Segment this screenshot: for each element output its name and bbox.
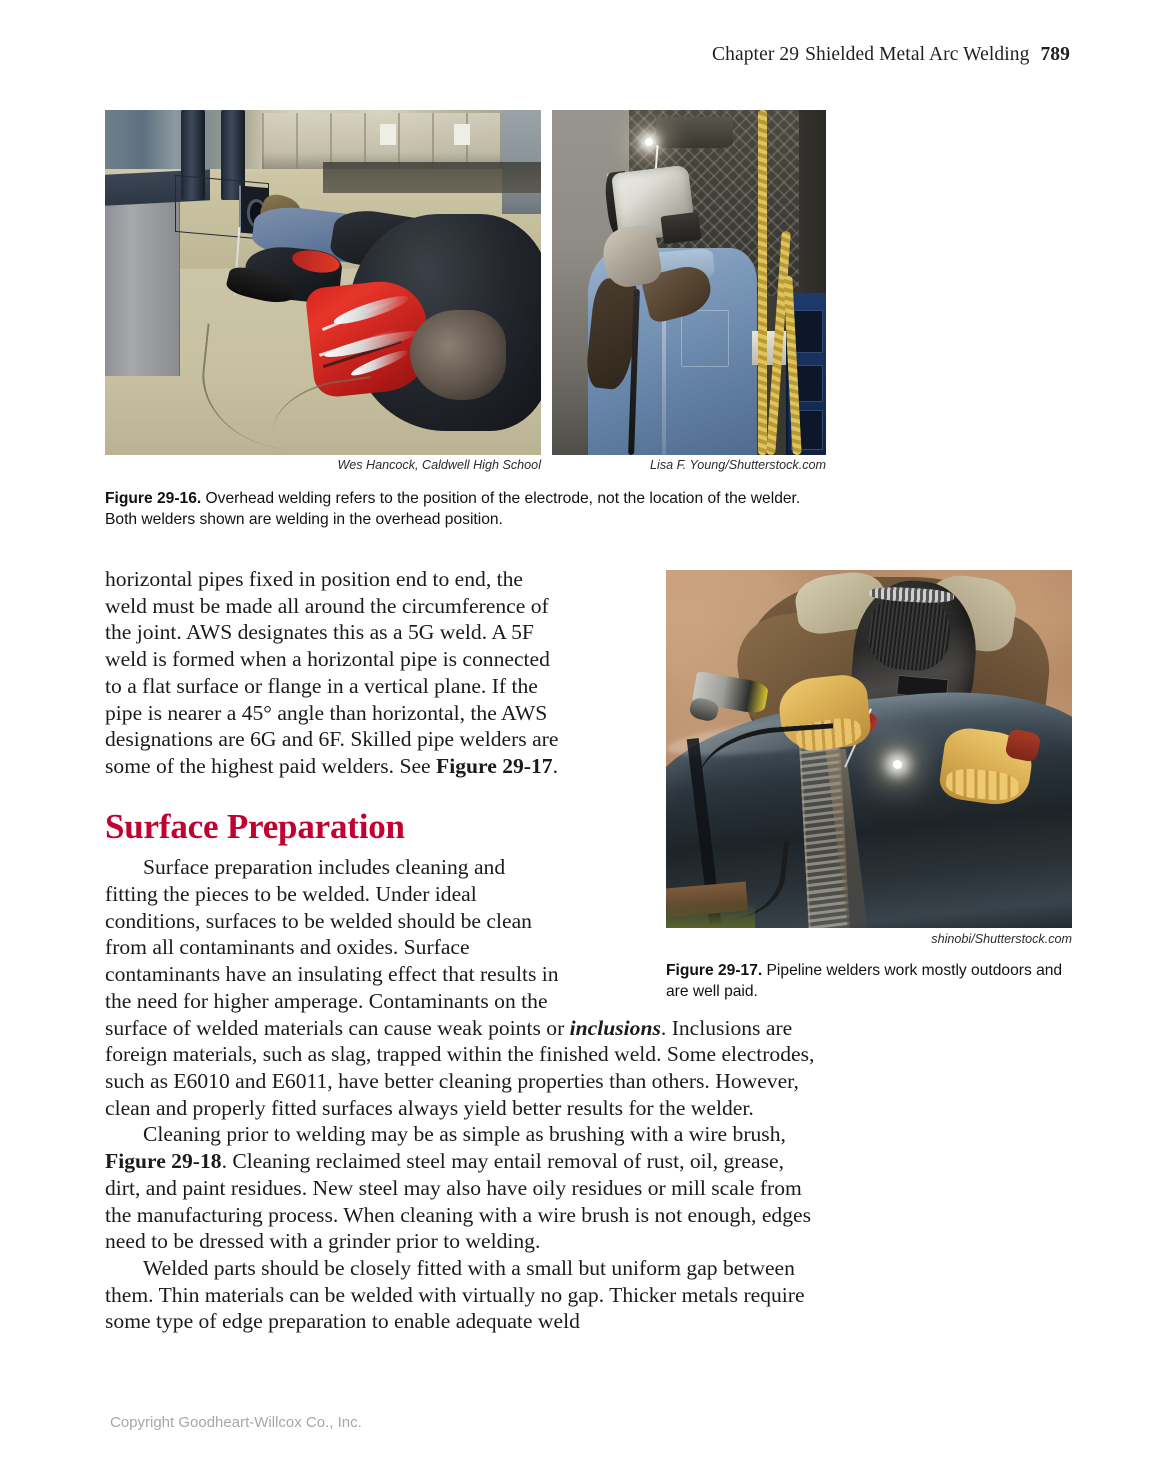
figure-29-17-credit: shinobi/Shutterstock.com <box>931 932 1072 946</box>
figure-29-17-caption-label: Figure 29-17. <box>666 962 763 979</box>
concrete-pillar <box>105 186 180 376</box>
running-head <box>712 44 1070 66</box>
figure-29-16-photo-row <box>105 110 826 455</box>
welder-hair <box>410 310 506 400</box>
paragraph-2-text-before-term: Surface preparation includes cleaning and fitting the pieces to be welded. Under ideal conditions, surfaces to be welded should be clean from all contaminants and oxides. Surface contaminants have an insulating effect that results in the need for higher amperage. Contaminants on the surface of welded materials can cause weak points or <box>105 855 570 1040</box>
dark-floor-shadow <box>323 162 541 193</box>
running-head-title: Shielded Metal Arc Welding <box>805 44 1030 65</box>
cross-reference-figure-29-17: Figure 29-17 <box>436 753 553 778</box>
section-heading-surface-preparation: Surface Preparation <box>105 806 405 846</box>
figure-29-16-credit-row <box>105 458 826 472</box>
cross-reference-figure-29-18: Figure 29-18 <box>105 1149 222 1174</box>
paragraph-3-text-after-ref: . Cleaning reclaimed steel may entail removal of rust, oil, grease, dirt, and paint residues. New steel may also have oily residues or mill scale from the manufacturing process. When cleaning with a wire brush is not enough, edges need to be dressed with a grinder prior to welding. <box>105 1149 812 1254</box>
shirt-pocket <box>681 310 730 367</box>
paragraph-3-text-before-ref: Cleaning prior to welding may be as simple as brushing with a wire brush, <box>143 1122 786 1147</box>
body-text-column <box>105 566 821 1335</box>
figure-29-16-photo-right <box>552 110 826 455</box>
yellow-rope-1 <box>758 110 767 455</box>
figure-29-16-caption-text: Overhead welding refers to the position of the electrode, not the location of the welder. Both welders shown are welding in the overhead position. <box>105 490 801 528</box>
page-number: 789 <box>1040 44 1070 65</box>
photo-credit-right: Lisa F. Young/Shutterstock.com <box>650 458 826 472</box>
copyright-footer: Copyright Goodheart-Willcox Co., Inc. <box>110 1414 362 1431</box>
crate-label-2 <box>454 124 470 145</box>
figure-29-16-caption-label: Figure 29-16. <box>105 490 202 507</box>
figure-29-16 <box>105 110 826 530</box>
paragraph-3 <box>105 1121 821 1255</box>
welding-arc <box>645 138 653 146</box>
paragraph-1-text-after-ref: . <box>552 753 558 778</box>
shield-lens <box>660 211 701 243</box>
photo-credit-left: Wes Hancock, Caldwell High School <box>337 458 541 472</box>
figure-29-16-caption <box>105 489 826 530</box>
key-term-inclusions: inclusions <box>569 1015 661 1040</box>
paragraph-1-text-before-ref: horizontal pipes fixed in position end to end, the weld must be made all around the circumference of the joint. AWS designates this as a 5G weld. A 5F weld is formed when a horizontal pipe is connected to a flat surface or flange in a vertical plane. If the pipe is nearer a 45° angle than horizontal, the AWS designations are 6G and 6F. Skilled pipe welders are some of the highest paid welders. See <box>105 567 559 778</box>
running-head-chapter: Chapter 29 <box>711 44 800 65</box>
paragraph-2-text-after-term: . Inclusions are foreign materials, such as slag, trapped within the finished weld. Some electrodes, such as E6010 and E6011, have better cleaning properties than others. However, clean and properly fitted surfaces always yield better results for the welder. <box>105 1015 815 1120</box>
crate-label-1 <box>380 124 396 145</box>
paragraph-4: Welded parts should be closely fitted with a small but uniform gap between them. Thin materials can be welded with virtually no gap. Thicker metals require some type of edge preparation to enable adequate weld <box>105 1255 805 1334</box>
figure-float-spacer <box>559 566 821 1010</box>
figure-29-16-photo-left <box>105 110 541 455</box>
figure-29-17-caption-text: Pipeline welders work mostly outdoors and are well paid. <box>666 962 1063 1000</box>
